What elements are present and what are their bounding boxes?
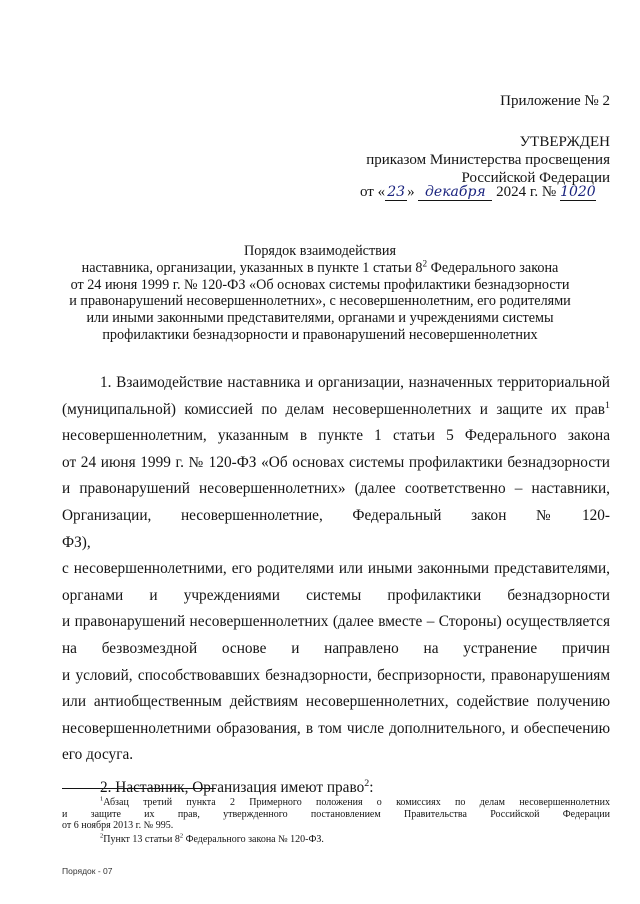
- body-line: несовершеннолетними образования, в том числе дополнительного, и обеспечению: [62, 719, 610, 737]
- handwritten-day: 23: [385, 184, 407, 201]
- body-line: органами и учреждениями системы профилактики безнадзорности: [62, 586, 610, 604]
- paragraph-1: [62, 370, 610, 802]
- document-title: [40, 243, 600, 344]
- body-line: несовершеннолетним, указанным в пункте 1 статьи 5 Федерального закона: [62, 427, 610, 445]
- body-line: или антиобщественным действиям несовершеннолетних, содействие получению: [62, 693, 610, 711]
- body-line: и правонарушений несовершеннолетних (далее вместе – Стороны) осуществляется: [62, 613, 610, 631]
- body-line: Организации, несовершеннолетние, Федеральный закон № 120-ФЗ),: [62, 506, 610, 551]
- footnote-1: $^1$Абзац третий пункта 2 Примерного положения о комиссиях по делам несовершеннолетних и защите их прав, утвержденного постановлением Правительства Российской Федерации от 6 ноября 2013 г. № 995.: [62, 795, 610, 831]
- footnote-2: $^2$Пункт 13 статьи $8^2$ Федерального закона № 120-ФЗ.: [100, 832, 324, 845]
- title-line-2: наставника, организации, указанных в пункте 1 статьи $8^2$ Федерального закона: [81, 258, 559, 276]
- footnote-ref-2: 2: [364, 777, 370, 789]
- paragraph-2: 2. Наставник, Организация имеют право$^2$:: [100, 777, 374, 796]
- body-line: его досуга.: [62, 746, 134, 764]
- title-line-3: от 24 июня 1999 г. № 120-ФЗ «Об основах системы профилактики безнадзорности: [70, 276, 570, 293]
- order-line-1: приказом Министерства просвещения: [366, 152, 610, 168]
- handwritten-month: декабря: [418, 184, 492, 201]
- date-year: 2024 г. №: [496, 184, 557, 200]
- handwritten-order-number: 1020: [560, 184, 596, 200]
- body-line: (муниципальной) комиссией по делам несовершеннолетних и защите их прав$^1$: [62, 399, 610, 418]
- body-line: и правонарушений несовершеннолетних» (далее соответственно – наставники,: [62, 480, 610, 498]
- body-line: и условий, способствовавших безнадзорности, беспризорности, правонарушениям: [62, 666, 610, 684]
- body-line: на безвозмездной основе и направлено на устранение причин: [62, 639, 610, 657]
- footnote-ref-1: 1: [605, 399, 610, 411]
- date-mid: »: [407, 184, 415, 200]
- body-line: 1. Взаимодействие наставника и организации, назначенных территориальной: [100, 374, 610, 391]
- footnote-divider: [62, 788, 216, 789]
- date-prefix: от «: [360, 184, 386, 200]
- title-line-6: профилактики безнадзорности и правонарушений несовершеннолетних: [102, 326, 538, 343]
- document-code: Порядок - 07: [62, 866, 113, 876]
- appendix-label: Приложение № 2: [500, 93, 610, 109]
- title-line-4: и правонарушений несовершеннолетних», с несовершеннолетним, его родителями: [69, 293, 571, 310]
- order-line-2: Российской Федерации: [461, 170, 610, 186]
- title-line-1: Порядок взаимодействия: [244, 243, 396, 259]
- approved-stamp: УТВЕРЖДЕН: [519, 134, 610, 150]
- body-line: с несовершеннолетними, его родителями или иными законными представителями,: [62, 560, 610, 578]
- body-line: от 24 июня 1999 г. № 120-ФЗ «Об основах системы профилактики безнадзорности: [62, 453, 610, 471]
- title-line-5: или иными законными представителями, органами и учреждениями системы: [86, 310, 554, 327]
- order-date-line: [360, 184, 610, 201]
